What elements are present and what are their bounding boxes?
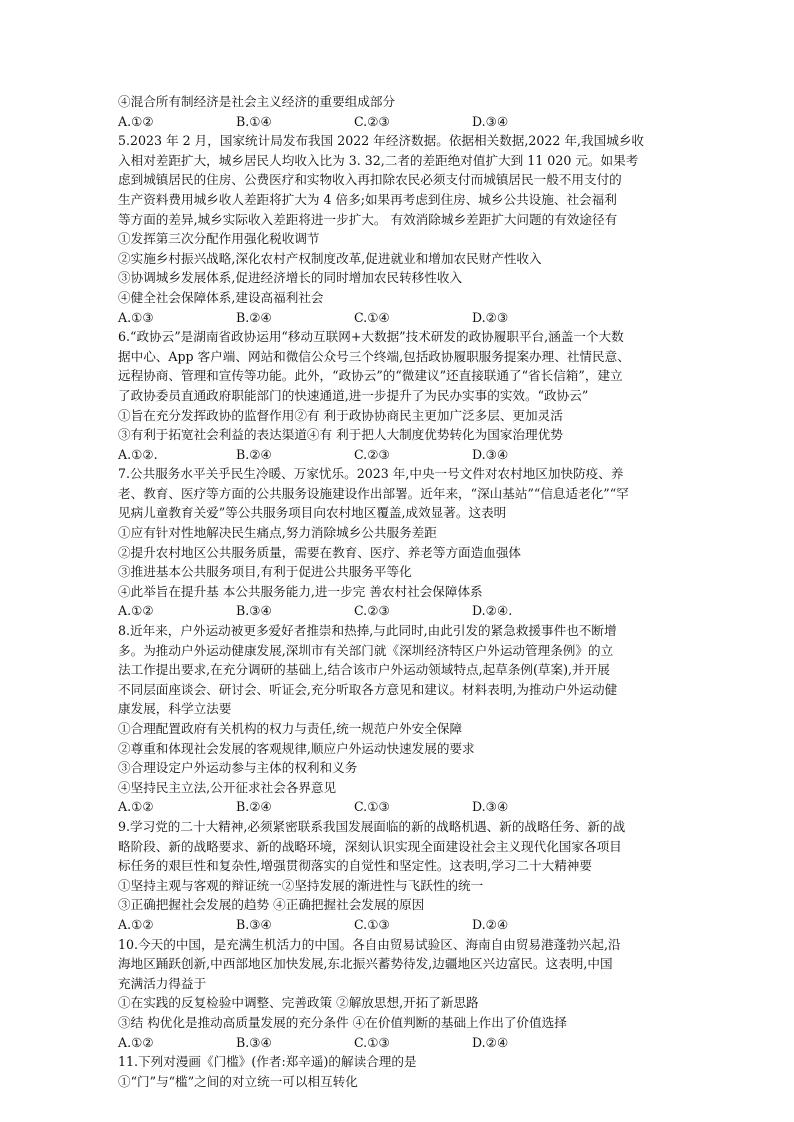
question-text: 略阶段、新的战略要求、新的战略环境，深刻认识实现全面建设社会主义现代化国家各项目: [118, 838, 622, 854]
option-c: C.②③: [354, 113, 390, 129]
question-text: 7.公共服务水平关乎民生冷暖、万家忧乐。2023 年,中央一号文件对农村地区加快防疫、养: [118, 466, 624, 482]
question-4-tail: [118, 92, 704, 131]
statement: ④此举旨在提升基 本公共服务能力,进一步完 善农村社会保障体系: [118, 583, 483, 599]
statement: ④混合所有制经济是社会主义经济的重要组成部分: [118, 94, 396, 109]
statement: ③推进基本公共服务项目,有利于促进公共服务平等化: [118, 564, 412, 580]
statement: ①“门”与“槛”之间的对立统一可以相互转化: [118, 1073, 358, 1089]
statement: ③正确把握社会发展的趋势 ④正确把握社会发展的原因: [118, 897, 425, 913]
question-10: [118, 935, 704, 1053]
statement: ①合理配置政府有关机构的权力与责任,统一规范户外安全保障: [118, 721, 463, 736]
question-text: 5.2023 年 2 月，国家统计局发布我国 2022 年经济数据。依据相关数据,2022 年,我国城乡收: [118, 133, 645, 149]
answer-options: [118, 308, 704, 328]
option-d: D.②③: [472, 309, 509, 325]
question-text: 入相对差距扩大，城乡居民人均收入比为 3. 32,二者的差距绝对值扩大到 11 020 元。如果考: [118, 152, 639, 168]
option-b: B.②④: [236, 799, 272, 815]
question-text: 11.下列对漫画《门槛》(作者:郑辛遥)的解读合理的是: [118, 1054, 417, 1070]
option-d: D.③④: [472, 113, 509, 129]
option-a: A.①②: [118, 916, 154, 932]
question-text: 见病儿童教育关爱”等公共服务项目向农村地区覆盖,成效显著。这表明: [118, 505, 507, 521]
statement: ①旨在充分发挥政协的监督作用②有 利于政协协商民主更加广泛多层、更加灵活: [118, 407, 563, 423]
statement: ②提升农村地区公共服务质量，需要在教育、医疗、养老等方面造血强体: [118, 544, 521, 560]
answer-options: [118, 1033, 704, 1053]
option-a: A.①②.: [118, 446, 158, 462]
question-9: [118, 817, 704, 935]
option-d: D.②④.: [472, 603, 513, 619]
option-d: D.③④: [472, 799, 509, 815]
option-b: B.③④: [236, 603, 272, 619]
statement: ①应有针对性地解决民生痛点,努力消除城乡公共服务差距: [118, 525, 437, 541]
statement: ①坚持主观与客观的辩证统一②坚持发展的渐进性与飞跃性的统一: [118, 877, 484, 893]
option-b: B.③④: [236, 1034, 272, 1050]
question-text: 康发展，科学立法要: [118, 701, 232, 717]
option-c: C.②③: [354, 603, 390, 619]
question-text: 远程协商、管理和宣传等功能。此外，“政协云”的“微建议”还直接联通了“省长信箱”，建立: [118, 368, 623, 384]
statement: ③合理设定户外运动参与主体的权利和义务: [118, 760, 358, 776]
question-7: [118, 464, 704, 621]
option-b: B.①④: [236, 113, 272, 129]
question-text: 不同层面座谈会、研讨会、听证会,充分听取各方意见和建议。材料表明,为推动户外运动健: [118, 681, 618, 697]
option-a: A.①②: [118, 1034, 154, 1050]
question-text: 6.“政协云”是湖南省政协运用“移动互联网+大数据”技术研发的政协履职平台,涵盖一个大数: [118, 329, 624, 345]
option-b: B.③④: [236, 916, 272, 932]
option-a: A.①②: [118, 799, 154, 815]
answer-options: [118, 112, 704, 132]
statement: ②实施乡村振兴战略,深化农村产权制度改革,促进就业和增加农民财产性收入: [118, 250, 542, 266]
question-5: [118, 131, 704, 327]
option-d: D.③④: [472, 446, 509, 462]
option-a: A.①③: [118, 309, 154, 325]
answer-options: [118, 445, 704, 465]
question-8: [118, 621, 704, 817]
statement: ②尊重和体现社会发展的客观规律,顺应户外运动快速发展的要求: [118, 740, 475, 756]
option-b: B.②④: [236, 446, 272, 462]
option-d: D.②④: [472, 916, 509, 932]
question-text: 8.近年来，户外运动被更多爱好者推崇和热捧,与此同时,由此引发的紧急救援事件也不断增: [118, 623, 617, 639]
option-a: A.①②: [118, 113, 154, 129]
option-c: C.①③: [354, 799, 390, 815]
option-c: C.①④: [354, 309, 390, 325]
question-text: 海地区踊跃创新,中西部地区加快发展,东北振兴蓄势待发,边疆地区兴边富民。这表明,中国: [118, 956, 613, 972]
question-text: 标任务的艰巨性和复杂性,增强贯彻落实的自觉性和坚定性。这表明,学习二十大精神要: [118, 858, 592, 874]
statement: ①在实践的反复检验中调整、完善政策 ②解放思想,开拓了新思路: [118, 995, 479, 1011]
question-text: 生产资料费用城乡收人差距将扩大为 4 倍多;如果再考虑到住房、城乡公共设施、社会福利: [118, 191, 617, 207]
option-c: C.②③: [354, 446, 390, 462]
option-d: D.②④: [472, 1034, 509, 1050]
question-11: [118, 1052, 704, 1091]
option-c: C.①③: [354, 1034, 390, 1050]
question-text: 等方面的差异,城乡实际收入差距将进一步扩大。 有效消除城乡差距扩大问题的有效途径有: [118, 211, 618, 227]
answer-options: [118, 797, 704, 817]
answer-options: [118, 915, 704, 935]
question-text: 法工作提出要求,在充分调研的基础上,结合该市户外运动领域特点,起草条例(草案),并开展: [118, 662, 610, 678]
statement: ④坚持民主立法,公开征求社会各界意见: [118, 779, 337, 795]
option-c: C.①③: [354, 916, 390, 932]
question-text: 充满活力得益于: [118, 975, 207, 991]
option-b: B.②④: [236, 309, 272, 325]
answer-options: [118, 601, 704, 621]
statement: ③结 构优化是推动高质量发展的充分条件 ④在价值判断的基础上作出了价值选择: [118, 1014, 567, 1030]
question-text: 了政协委员直通政府职能部门的快速通道,进一步提升了为民办实事的实效。“政协云”: [118, 387, 589, 403]
statement: ①发挥第三次分配作用强化税收调节: [118, 231, 320, 247]
option-a: A.①②: [118, 603, 154, 619]
question-6: [118, 327, 704, 464]
question-text: 9.学习党的二十大精神,必须紧密联系我国发展面临的新的战略机遇、新的战略任务、新的战: [118, 818, 626, 834]
statement: ③有利于拓宽社会利益的表达渠道④有 利于把人大制度优势转化为国家治理优势: [118, 427, 563, 443]
question-text: 据中心、App 客户端、网站和微信公众号三个终端,包括政协履职服务提案办理、社情民意、: [118, 348, 630, 364]
statement: ③协调城乡发展体系,促进经济增长的同时增加农民转移性收入: [118, 270, 463, 286]
statement: ④健全社会保障体系,建设高福利社会: [118, 289, 324, 305]
question-text: 虑到城镇居民的住房、公费医疗和实物收入再扣除农民必须支付而城镇居民一般不用支付的: [118, 172, 622, 188]
question-text: 10.今天的中国，是充满生机活力的中国。各自由贸易试验区、海南自由贸易港蓬勃兴起,沿: [118, 936, 621, 952]
question-text: 老、教育、医疗等方面的公共服务设施建设作出部署。近年来，“深山基站”“信息适老化”“罕: [118, 485, 629, 501]
question-text: 多。为推动户外运动健康发展,深圳市有关部门就《深圳经济特区户外运动管理条例》的立: [118, 642, 614, 658]
